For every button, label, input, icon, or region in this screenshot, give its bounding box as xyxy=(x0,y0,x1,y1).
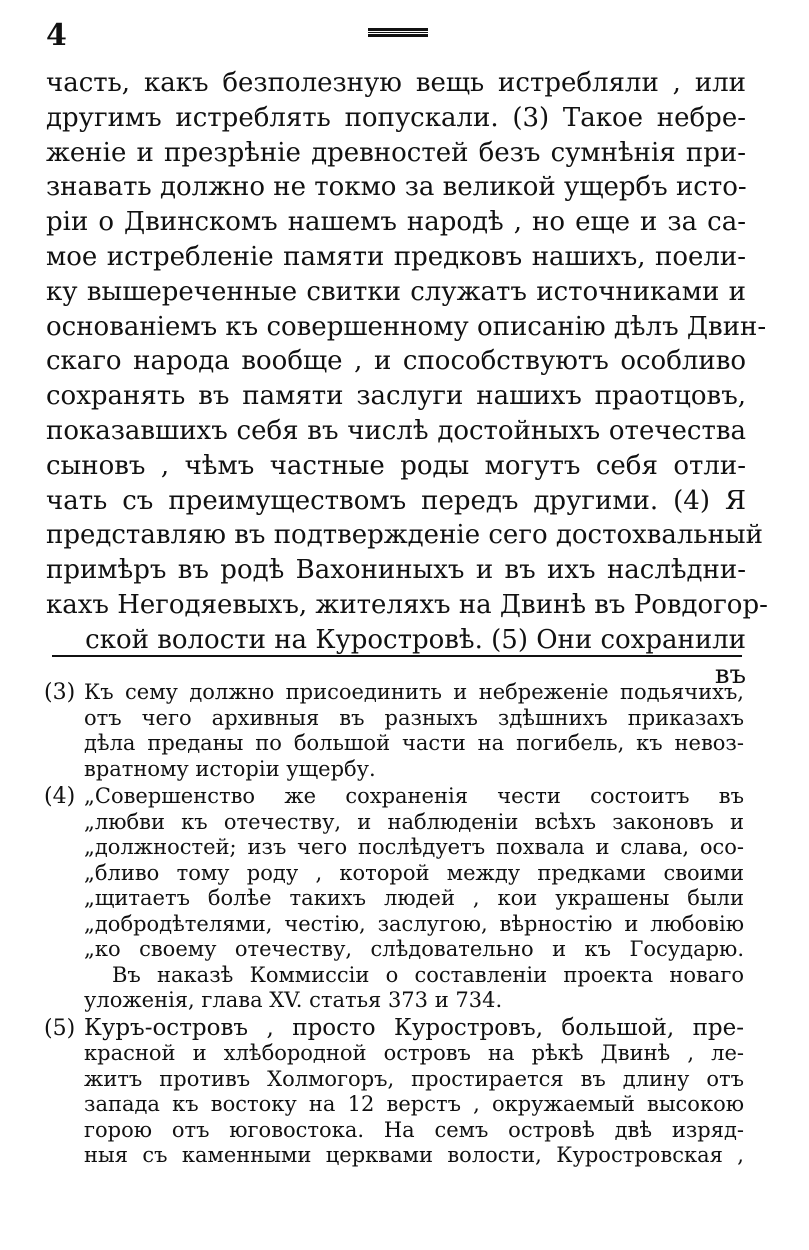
text-line: знавать должно не токмо за великой ущербъ исто- xyxy=(46,172,747,203)
footnote-body xyxy=(84,784,744,1014)
footnote-body xyxy=(84,680,744,782)
footnotes xyxy=(44,680,744,1171)
text-line: сохранять въ памяти заслуги нашихъ праотцовъ, xyxy=(46,381,746,412)
text-line: скаго народа вообще , и способствуютъ особливо xyxy=(46,346,746,377)
catchword: въ xyxy=(714,659,746,690)
footnote-line: „ко своему отечеству, слѣдовательно и къ Государю. xyxy=(84,937,744,961)
text-line: основаніемъ къ совершенному описанію дѣлъ Двин- xyxy=(46,311,767,342)
text-line: женіе и презрѣніе древностей безъ сумнѣнія при- xyxy=(46,137,746,168)
citation-line: Въ наказѣ Коммиссіи о составленіи проекта новаго xyxy=(112,962,744,987)
text-line: ріи о Двинскомъ нашемъ народѣ , но еще и за са- xyxy=(46,207,746,238)
footnote-line: ныя съ каменными церквами волости, Куростровская , xyxy=(84,1143,744,1167)
footnote-line: житъ противъ Холмогоръ, простирается въ длину отъ xyxy=(84,1066,744,1091)
citation-line: уложенія, глава XV. статья 373 и 734. xyxy=(84,988,503,1012)
text-line: представляю въ подтвержденіе сего достохвальный xyxy=(46,520,763,551)
text-line: чать съ преимуществомъ передъ другими. (4) Я xyxy=(46,485,746,516)
footnote-marker: (4) xyxy=(44,784,76,809)
footnote-line: „любви къ отечеству, и наблюденіи всѣхъ законовъ и xyxy=(84,809,744,834)
footnote-line: Къ сему должно присоединить и небреженіе подьячихъ, xyxy=(84,680,744,704)
footnote-separator xyxy=(52,655,742,657)
footnote-line: дѣла преданы по большой части на погибель, къ невоз- xyxy=(84,731,744,755)
footnote-line: горою отъ юговостока. На семъ островѣ двѣ изряд- xyxy=(84,1117,744,1142)
footnote-marker: (3) xyxy=(44,680,76,705)
footnote-line: красной и хлѣбородной островъ на рѣкѣ Двинѣ , ле- xyxy=(84,1041,744,1065)
footnote-line: запада къ востоку на 12 верстъ , окружаемый высокою xyxy=(84,1092,744,1116)
text-line: ской волости на Куростровѣ. (5) Они сохранили xyxy=(85,624,746,655)
text-line: примѣръ въ родѣ Вахониныхъ и въ ихъ наслѣдни- xyxy=(46,555,746,586)
footnote-5 xyxy=(44,1016,744,1169)
text-line: мое истребленіе памяти предковъ нашихъ, поели- xyxy=(46,241,746,272)
footnote-line: вратному исторіи ущербу. xyxy=(84,756,376,781)
main-text xyxy=(46,66,768,692)
text-line: другимъ истреблять попускали. (3) Такое небре- xyxy=(46,102,746,133)
text-line: ку вышереченные свитки служатъ источниками и xyxy=(46,276,746,307)
text-line: показавшихъ себя въ числѣ достойныхъ отечества xyxy=(46,415,746,446)
footnote-4 xyxy=(44,784,744,1014)
footnote-body xyxy=(84,1016,744,1169)
footnote-line: „щитаетъ болѣе такихъ людей , кои украшены были xyxy=(84,886,744,910)
text-line: кахъ Негодяевыхъ, жителяхъ на Двинѣ въ Ровдогор- xyxy=(46,589,768,620)
footnote-3 xyxy=(44,680,744,782)
text-line: сыновъ , чѣмъ частные роды могутъ себя отли- xyxy=(46,450,746,481)
footnote-marker: (5) xyxy=(44,1015,76,1041)
text-line: часть, какъ безполезную вещь истребляли , или xyxy=(46,68,746,98)
footnote-line: отъ чего архивныя въ разныхъ здѣшнихъ приказахъ xyxy=(84,705,744,730)
footnote-line: „добродѣтелями, честію, заслугою, вѣрностію и любовію xyxy=(84,911,744,936)
header-ornament xyxy=(368,28,428,37)
footnote-line: „бливо тому роду , которой между предками своими xyxy=(84,860,744,885)
footnote-line: „Совершенство же сохраненія чести состоитъ въ xyxy=(84,784,744,808)
page-number: 4 xyxy=(46,18,67,53)
footnote-line: Куръ-островъ , просто Куростровъ, большой, пре- xyxy=(84,1014,744,1041)
footnote-line: „должностей; изъ чего послѣдуетъ похвала и слава, осо- xyxy=(84,835,744,859)
